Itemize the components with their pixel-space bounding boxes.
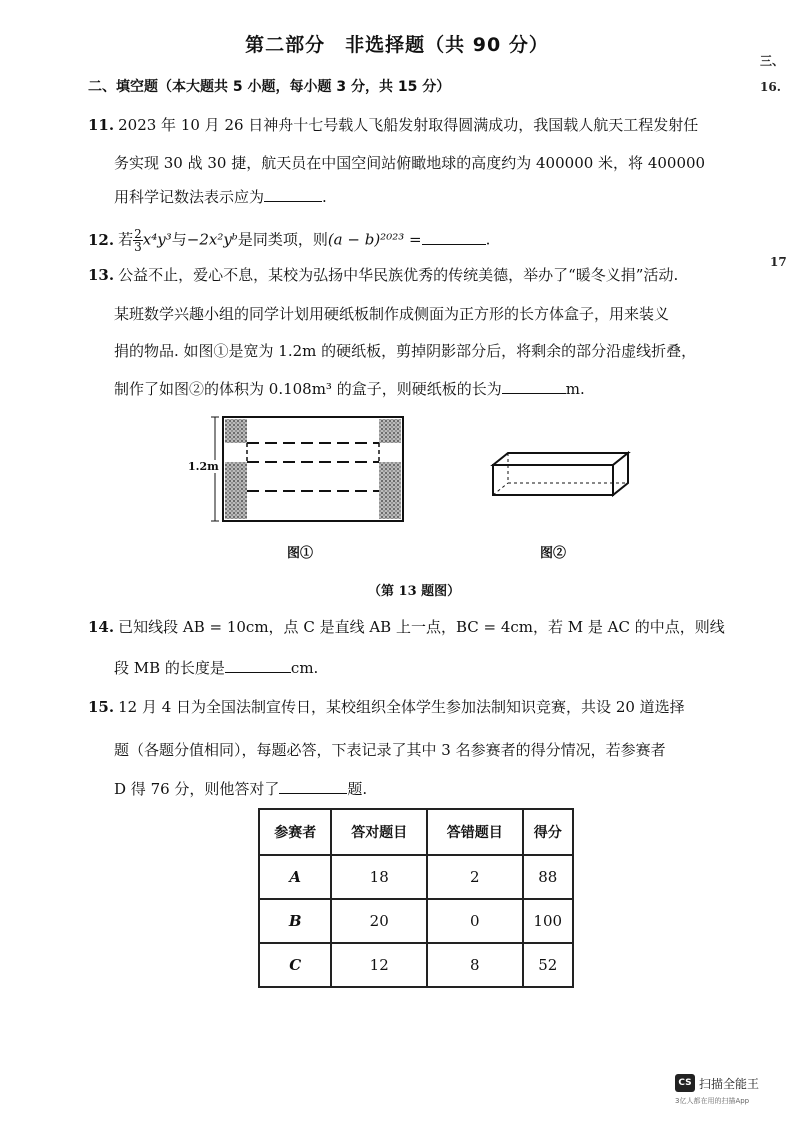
question-number: 14. <box>88 618 115 636</box>
question-13-line-2: 某班数学兴趣小组的同学计划用硬纸板制作成侧面为正方形的长方体盒子，用来装义 <box>114 305 670 323</box>
question-text: 2023 年 10 月 26 日神舟十七号载人飞船发射取得圆满成功，我国载人航天工程发射任 <box>118 116 699 134</box>
table-header-row <box>259 809 573 855</box>
question-11-line-3 <box>114 186 327 207</box>
question-text: 若 <box>118 230 134 249</box>
fraction-numerator: 2 <box>134 227 142 241</box>
answer-blank[interactable] <box>264 187 322 202</box>
question-text: 公益不止，爱心不息，某校为弘扬中华民族优秀的传统美德，举办了“暖冬义捐”活动. <box>118 266 679 284</box>
question-13-line-4 <box>114 378 585 399</box>
margin-note-3: 17 <box>770 255 787 269</box>
shaded-corner <box>379 462 401 519</box>
shaded-corner <box>379 419 401 443</box>
table-row <box>259 899 573 943</box>
score-table <box>258 808 574 988</box>
fraction <box>133 228 143 253</box>
question-12 <box>88 228 490 253</box>
question-11-line-2: 务实现 30 战 30 捷，航天员在中国空间站俯瞰地球的高度约为 400000 米，将 400000 <box>114 154 706 172</box>
table-header: 答错题目 <box>427 809 523 855</box>
page-title: 第二部分 非选择题（共 90 分） <box>245 34 549 56</box>
question-15-line-2: 题（各题分值相同），每题必答，下表记录了其中 3 名参赛者的得分情况，若参赛者 <box>114 741 666 759</box>
question-13 <box>88 268 678 283</box>
figure-caption: （第 13 题图） <box>368 584 461 599</box>
table-header: 答对题目 <box>331 809 427 855</box>
question-end: 题. <box>347 780 368 798</box>
math-term-1: x⁴y³ <box>142 230 172 249</box>
math-expression: (a − b)²⁰²³ = <box>327 230 422 249</box>
question-end: . <box>485 230 491 249</box>
margin-note-1: 三、 <box>760 54 785 68</box>
question-text: 12 月 4 日为全国法制宣传日，某校组织全体学生参加法制知识竞赛，共设 20 道选择 <box>118 698 685 716</box>
question-end: . <box>322 188 327 206</box>
question-end: cm. <box>290 659 319 677</box>
question-11 <box>88 118 698 133</box>
question-number: 11. <box>88 116 115 134</box>
box-front-face <box>493 465 613 495</box>
shaded-corner <box>225 462 247 519</box>
question-text: 段 MB 的长度是 <box>114 659 225 677</box>
question-text: 制作了如图②的体积为 0.108m³ 的盒子，则硬纸板的长为 <box>114 380 502 398</box>
scanner-logo-icon: CS <box>675 1074 695 1092</box>
math-term-2: −2x²yᵇ <box>186 230 238 249</box>
question-13-line-3: 捐的物品. 如图①是宽为 1.2m 的硬纸板，剪掉阴影部分后，将剩余的部分沿虚线折叠， <box>114 342 697 360</box>
answer-blank[interactable] <box>422 230 486 245</box>
table-row <box>259 855 573 899</box>
figure-2-label: 图② <box>540 546 567 561</box>
question-15 <box>88 700 685 715</box>
section-heading: 二、填空题（本大题共 5 小题，每小题 3 分，共 15 分） <box>88 79 451 95</box>
answer-blank[interactable] <box>279 779 347 794</box>
participant-name: C <box>259 943 331 987</box>
question-text: 用科学记数法表示应为 <box>114 188 265 206</box>
fraction-denominator: 3 <box>134 240 142 254</box>
answer-blank[interactable] <box>225 658 291 673</box>
question-text: D 得 76 分，则他答对了 <box>114 780 280 798</box>
wrong-count: 2 <box>427 855 523 899</box>
table-header: 得分 <box>523 809 574 855</box>
question-end: m. <box>565 380 585 398</box>
score: 88 <box>523 855 574 899</box>
correct-count: 12 <box>331 943 427 987</box>
participant-name: A <box>259 855 331 899</box>
question-15-line-3 <box>114 778 367 799</box>
box-top-face <box>493 453 628 465</box>
question-number: 15. <box>88 698 115 716</box>
wrong-count: 0 <box>427 899 523 943</box>
question-14 <box>88 620 725 635</box>
cardboard-outline <box>223 417 403 521</box>
answer-blank[interactable] <box>502 379 566 394</box>
table-row <box>259 943 573 987</box>
score: 52 <box>523 943 574 987</box>
score: 100 <box>523 899 574 943</box>
correct-count: 20 <box>331 899 427 943</box>
correct-count: 18 <box>331 855 427 899</box>
participant-name: B <box>259 899 331 943</box>
figure-2-box <box>488 445 633 505</box>
scanner-watermark <box>675 1074 759 1092</box>
question-number: 13. <box>88 266 115 284</box>
shaded-corner <box>225 419 247 443</box>
table-header: 参赛者 <box>259 809 331 855</box>
question-text: 已知线段 AB = 10cm，点 C 是直线 AB 上一点，BC = 4cm，若 M 是 AC 的中点，则线 <box>118 618 725 636</box>
dimension-label: 1.2m <box>188 460 219 473</box>
margin-note-2: 16. <box>760 80 781 94</box>
scanner-logo-text: 扫描全能王 <box>699 1076 760 1091</box>
figure-1-label: 图① <box>287 546 314 561</box>
scanner-tagline: 3亿人都在用的扫描App <box>675 1097 750 1105</box>
question-text: 与 <box>171 230 187 249</box>
question-text: 是同类项，则 <box>237 230 328 249</box>
wrong-count: 8 <box>427 943 523 987</box>
question-number: 12. <box>88 230 115 249</box>
question-14-line-2 <box>114 657 318 678</box>
